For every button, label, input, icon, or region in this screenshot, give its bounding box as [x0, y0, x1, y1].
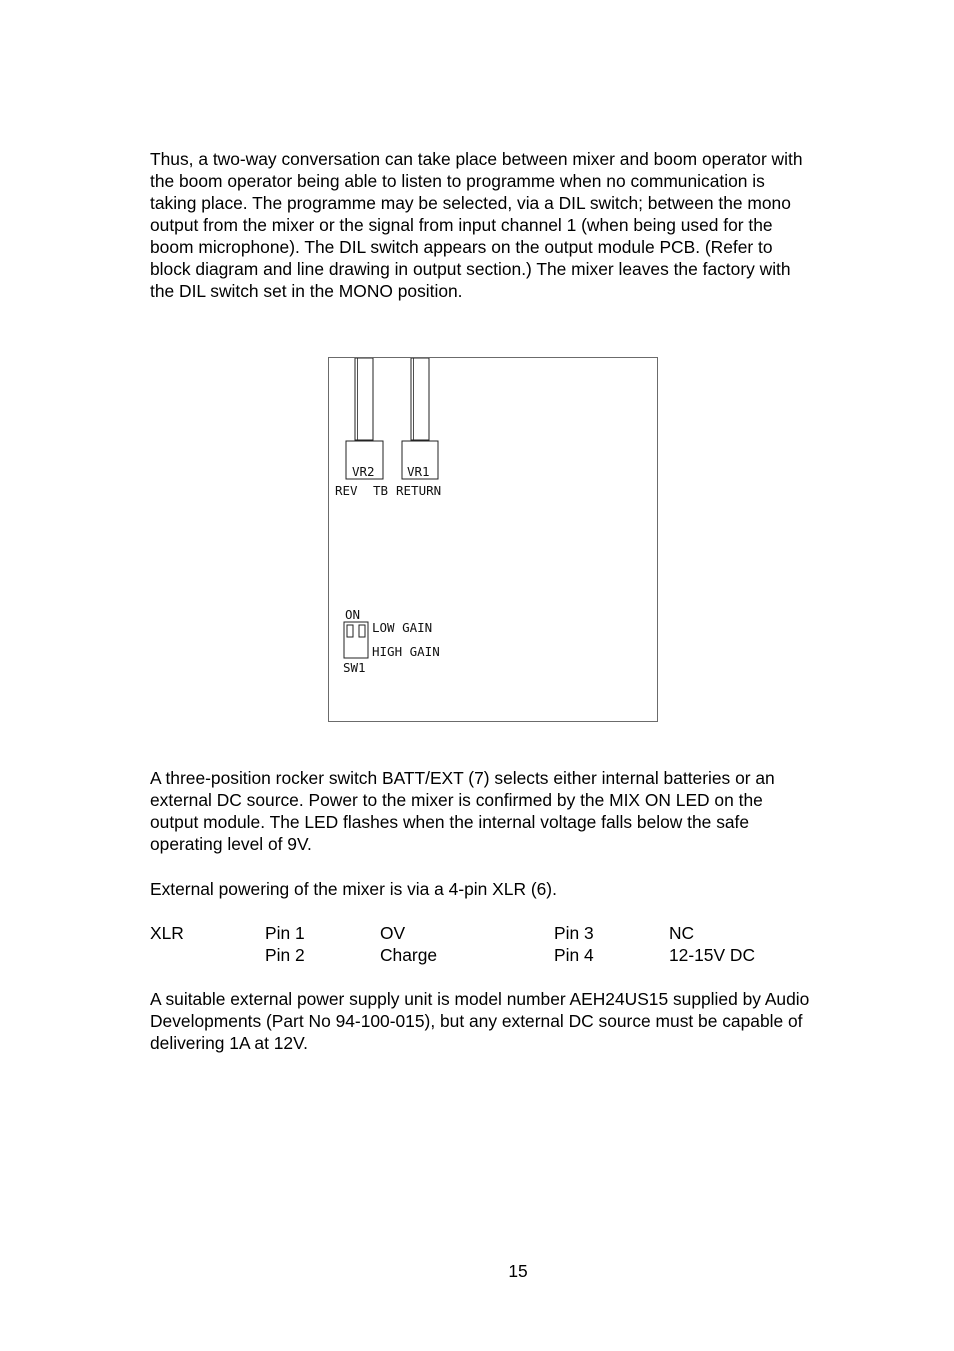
text-line: external DC source. Power to the mixer is confirmed by the MIX ON LED on the — [150, 790, 763, 810]
tb-label: TB — [373, 483, 389, 498]
text-line: the boom operator being able to listen to programme when no communication is — [150, 171, 765, 191]
page-number: 15 — [508, 1261, 528, 1281]
sw1-label: SW1 — [343, 660, 366, 675]
vr1-label: VR1 — [407, 464, 430, 479]
low-gain-label: LOW GAIN — [372, 620, 433, 635]
vr2-label: VR2 — [352, 464, 375, 479]
table-cell: NC — [669, 923, 695, 943]
table-cell: Pin 4 — [554, 945, 594, 965]
high-gain-label: HIGH GAIN — [372, 644, 440, 659]
paragraph-power-switch — [150, 767, 886, 855]
table-row — [150, 922, 886, 944]
dil-switch-lever-1 — [347, 625, 353, 637]
text-line: operating level of 9V. — [150, 834, 312, 854]
text-line: A three-position rocker switch BATT/EXT (7) selects either internal batteries or an — [150, 768, 775, 788]
pcb-diagram-svg — [329, 358, 659, 723]
text-line: the DIL switch set in the MONO position. — [150, 281, 463, 301]
table-cell: XLR — [150, 923, 184, 943]
table-cell: Pin 3 — [554, 923, 594, 943]
text-line: taking place. The programme may be selected, via a DIL switch; between the mono — [150, 193, 791, 213]
dil-switch-body — [344, 622, 368, 658]
text-line: Developments (Part No 94-100-015), but any external DC source must be capable of — [150, 1011, 803, 1031]
paragraph-power-supply — [150, 988, 890, 1054]
table-cell: OV — [380, 923, 406, 943]
text-line: output module. The LED flashes when the internal voltage falls below the safe — [150, 812, 750, 832]
text-line: output from the mixer or the signal from input channel 1 (when being used for the — [150, 215, 773, 235]
text-line: Thus, a two-way conversation can take place between mixer and boom operator with — [150, 149, 803, 169]
table-cell: Pin 2 — [265, 945, 305, 965]
text-line: A suitable external power supply unit is model number AEH24US15 supplied by Audio — [150, 989, 810, 1009]
table-row — [150, 944, 886, 966]
text-line: block diagram and line drawing in output section.) The mixer leaves the factory with — [150, 259, 791, 279]
return-label: RETURN — [396, 483, 442, 498]
xlr-pinout-table — [150, 922, 886, 966]
paragraph-talkback-description — [150, 148, 886, 302]
table-cell: Charge — [380, 945, 438, 965]
table-cell: Pin 1 — [265, 923, 305, 943]
text-line: boom microphone). The DIL switch appears on the output module PCB. (Refer to — [150, 237, 773, 257]
paragraph-external-powering: External powering of the mixer is via a 4-pin XLR (6). — [150, 879, 557, 899]
text-line: delivering 1A at 12V. — [150, 1033, 308, 1053]
pcb-line-drawing — [328, 357, 658, 722]
rev-label: REV — [335, 483, 358, 498]
table-cell: 12-15V DC — [669, 945, 756, 965]
on-label: ON — [345, 607, 361, 622]
dil-switch-lever-2 — [359, 625, 365, 637]
